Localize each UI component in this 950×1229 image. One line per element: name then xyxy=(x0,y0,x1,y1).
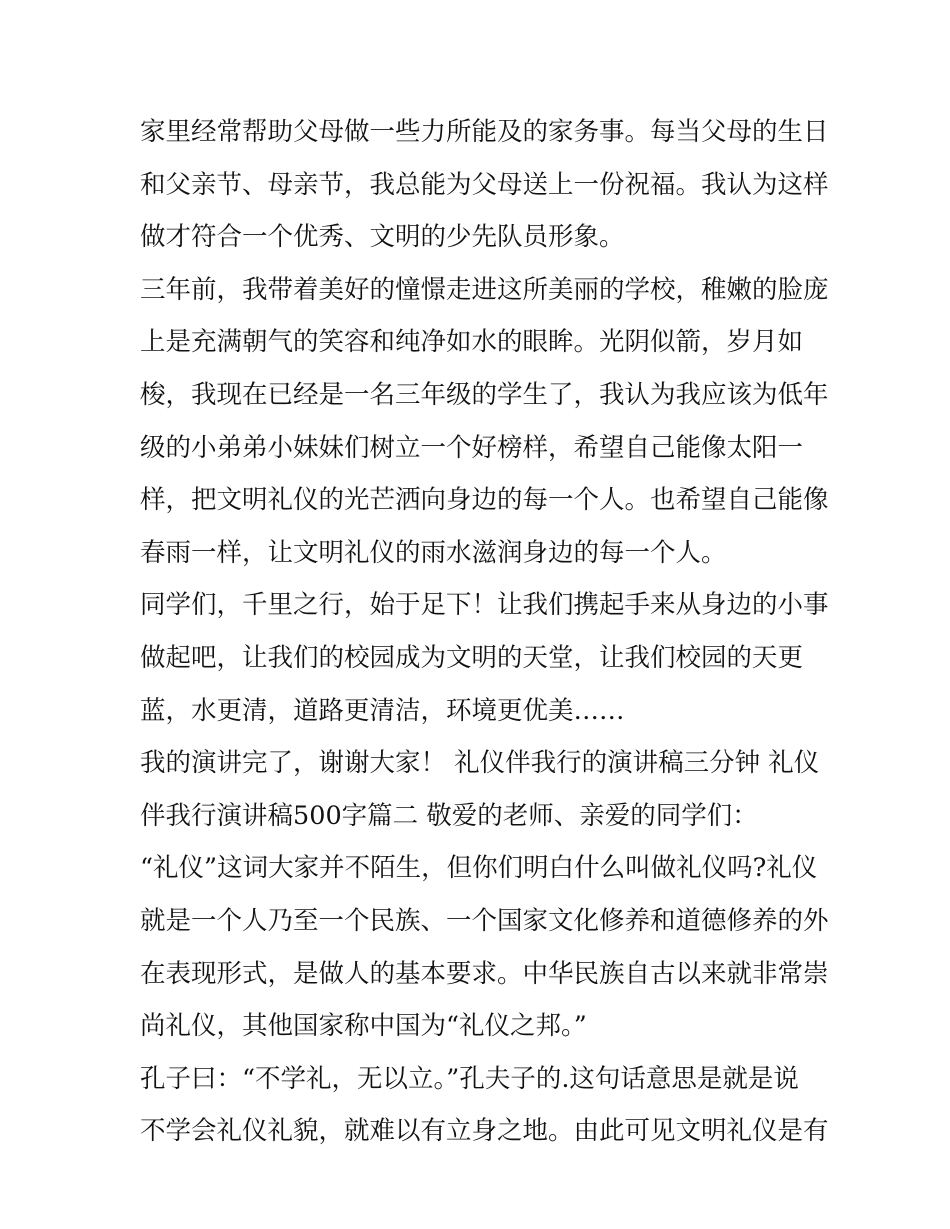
text-line: 春雨一样，让文明礼仪的雨水滋润身边的每一个人。 xyxy=(140,537,727,568)
text-line: 上是充满朝气的笑容和纯净如水的眼眸。光阴似箭，岁月如 xyxy=(140,327,804,358)
text-line: 样，把文明礼仪的光芒洒向身边的每一个人。也希望自己能像 xyxy=(140,485,829,516)
text-line: 三年前，我带着美好的憧憬走进这所美丽的学校，稚嫩的脸庞 xyxy=(140,274,829,305)
text-line: 做才符合一个优秀、文明的少先队员形象。 xyxy=(140,222,625,253)
text-line: “礼仪”这词大家并不陌生，但你们明白什么叫做礼仪吗?礼仪 xyxy=(140,853,818,884)
text-line: 尚礼仪，其他国家称中国为“礼仪之邦。” xyxy=(140,1011,587,1042)
text-line: 孔子曰：“不学礼，无以立。”孔夫子的.这句话意思是就是说 xyxy=(140,1063,799,1094)
text-line: 不学会礼仪礼貌，就难以有立身之地。由此可见文明礼仪是有 xyxy=(140,1116,829,1147)
text-line: 同学们，千里之行，始于足下！让我们携起手来从身边的小事 xyxy=(140,590,829,621)
text-line: 在表现形式，是做人的基本要求。中华民族自古以来就非常崇 xyxy=(140,958,829,989)
text-line: 伴我行演讲稿500字篇二 敬爱的老师、亲爱的同学们： xyxy=(140,800,758,831)
text-line: 梭，我现在已经是一名三年级的学生了，我认为我应该为低年 xyxy=(140,379,829,410)
text-line: 家里经常帮助父母做一些力所能及的家务事。每当父母的生日 xyxy=(140,117,829,147)
text-line: 蓝，水更清，道路更清洁，环境更优美…… xyxy=(140,695,625,726)
text-line: 级的小弟弟小妹妹们树立一个好榜样，希望自己能像太阳一 xyxy=(140,432,804,463)
document-body xyxy=(140,106,830,1158)
text-line: 就是一个人乃至一个民族、一个国家文化修养和道德修养的外 xyxy=(140,905,829,936)
text-line: 和父亲节、母亲节，我总能为父母送上一份祝福。我认为这样 xyxy=(140,169,829,200)
text-line: 我的演讲完了，谢谢大家！ 礼仪伴我行的演讲稿三分钟 礼仪 xyxy=(140,748,820,779)
text-line: 做起吧，让我们的校园成为文明的天堂，让我们校园的天更 xyxy=(140,642,804,673)
